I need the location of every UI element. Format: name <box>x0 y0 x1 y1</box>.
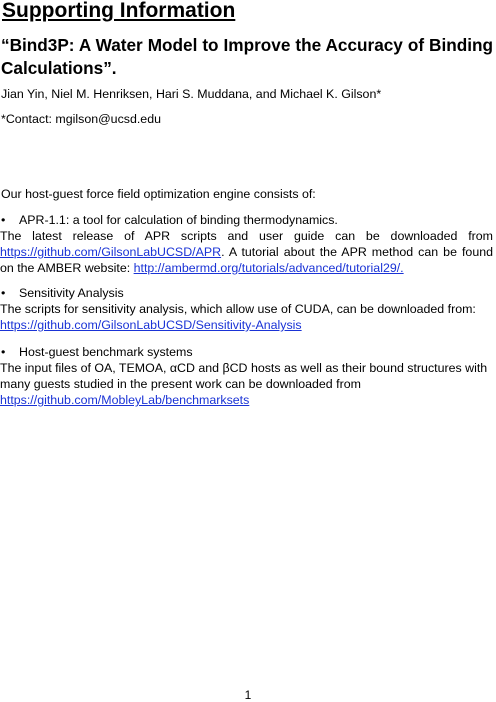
benchmarksets-github-link[interactable]: https://github.com/MobleyLab/benchmarksets <box>0 393 250 407</box>
apr-github-link[interactable]: https://github.com/GilsonLabUCSD/APR <box>0 245 222 259</box>
body-text: The latest release of APR scripts and user guide can be downloaded from <box>0 229 493 243</box>
list-item-heading <box>0 344 494 360</box>
bullet-icon: • <box>1 213 6 227</box>
sensitivity-github-link[interactable]: https://github.com/GilsonLabUCSD/Sensitivity-Analysis <box>0 318 302 332</box>
list-item-heading-text: APR-1.1: a tool for calculation of binding thermodynamics. <box>19 213 338 227</box>
list-item-sensitivity <box>0 285 494 333</box>
body-text: . A tutorial about the APR method can be found on the AMBER website: <box>0 245 493 275</box>
bullet-icon: • <box>1 286 6 300</box>
list-item-heading-text: Sensitivity Analysis <box>19 286 124 300</box>
list-item-heading <box>0 212 494 228</box>
list-item-body <box>0 228 493 276</box>
amber-tutorial-link[interactable]: http://ambermd.org/tutorials/advanced/tutorial29/. <box>133 261 404 275</box>
paper-title: “Bind3P: A Water Model to Improve the Accuracy of Binding Calculations”. <box>1 35 493 78</box>
intro-paragraph: Our host-guest force field optimization engine consists of: <box>1 187 316 201</box>
list-item-heading-text: Host-guest benchmark systems <box>19 345 193 359</box>
list-item-body <box>0 360 493 408</box>
list-item-heading <box>0 285 494 301</box>
section-heading: Supporting Information <box>2 0 236 22</box>
list-item-apr <box>0 212 494 276</box>
contact-line: *Contact: mgilson@ucsd.edu <box>1 112 161 126</box>
author-list: Jian Yin, Niel M. Henriksen, Hari S. Muddana, and Michael K. Gilson* <box>1 87 382 101</box>
page-number: 1 <box>244 688 252 702</box>
body-text: The input files of OA, TEMOA, αCD and βCD hosts as well as their bound structures with many guests studied in the present work can be downloaded from <box>0 361 488 391</box>
list-item-benchmark <box>0 344 494 408</box>
body-text: The scripts for sensitivity analysis, which allow use of CUDA, can be downloaded from: <box>0 302 476 316</box>
bullet-icon: • <box>1 345 6 359</box>
list-item-body <box>0 301 496 333</box>
